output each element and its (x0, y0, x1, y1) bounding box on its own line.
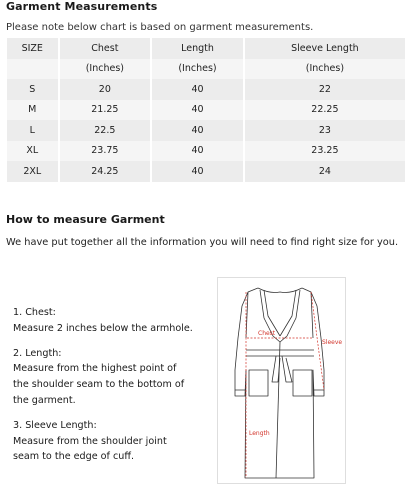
header-chest: Chest (60, 38, 151, 59)
cell-chest: 23.75 (60, 141, 151, 162)
robe-illustration (218, 278, 345, 483)
cell-length: 40 (152, 161, 243, 182)
table-header-row (7, 38, 405, 59)
cell-size: S (7, 79, 58, 100)
cell-size: 2XL (7, 161, 58, 182)
step-chest-text: Measure 2 inches below the armhole. (13, 322, 193, 334)
section-intro: We have put together all the information you will need to find right size for you. (6, 237, 399, 248)
cell-chest: 22.5 (60, 120, 151, 141)
cell-size: L (7, 120, 58, 141)
section-heading: How to measure Garment (6, 213, 165, 226)
cell-size: XL (7, 141, 58, 162)
chart-note: Please note below chart is based on garment measurements. (6, 22, 314, 33)
cell-sleeve: 22 (245, 79, 405, 100)
step-length-text: the garment. (13, 394, 76, 406)
step-length-text: the shoulder seam to the bottom of (13, 379, 185, 391)
units-chest: (Inches) (60, 59, 151, 80)
table-row (7, 100, 405, 121)
units-size (7, 59, 58, 80)
cell-chest: 21.25 (60, 100, 151, 121)
cell-sleeve: 23 (245, 120, 405, 141)
table-row (7, 141, 405, 162)
sleeve-label: Sleeve (322, 339, 343, 346)
header-length: Length (152, 38, 243, 59)
units-length: (Inches) (152, 59, 243, 80)
step-chest-title: 1. Chest: (13, 307, 56, 318)
cell-length: 40 (152, 120, 243, 141)
cell-sleeve: 24 (245, 161, 405, 182)
cell-chest: 24.25 (60, 161, 151, 182)
cell-sleeve: 23.25 (245, 141, 405, 162)
measure-instructions (13, 305, 213, 465)
size-chart-table (5, 38, 407, 182)
table-units-row (7, 59, 405, 80)
step-length-title: 2. Length: (13, 347, 62, 359)
header-size: SIZE (7, 38, 58, 59)
table-row (7, 79, 405, 100)
header-sleeve-length: Sleeve Length (245, 38, 405, 59)
length-label: Length (249, 430, 270, 437)
step-sleeve-text: Measure from the shoulder joint (13, 435, 167, 447)
cell-size: M (7, 100, 58, 121)
table-row (7, 161, 405, 182)
units-sleeve-length: (Inches) (245, 59, 405, 80)
step-length-text: Measure from the highest point of (13, 363, 177, 375)
cell-chest: 20 (60, 79, 151, 100)
step-sleeve-title: 3. Sleeve Length: (13, 419, 97, 431)
cell-length: 40 (152, 79, 243, 100)
cell-length: 40 (152, 100, 243, 121)
step-sleeve-text: seam to the edge of cuff. (13, 451, 134, 463)
cell-length: 40 (152, 141, 243, 162)
chest-label: Chest (258, 330, 276, 337)
table-row (7, 120, 405, 141)
page-title: Garment Measurements (6, 0, 158, 13)
robe-measurement-diagram (217, 277, 346, 484)
cell-sleeve: 22.25 (245, 100, 405, 121)
